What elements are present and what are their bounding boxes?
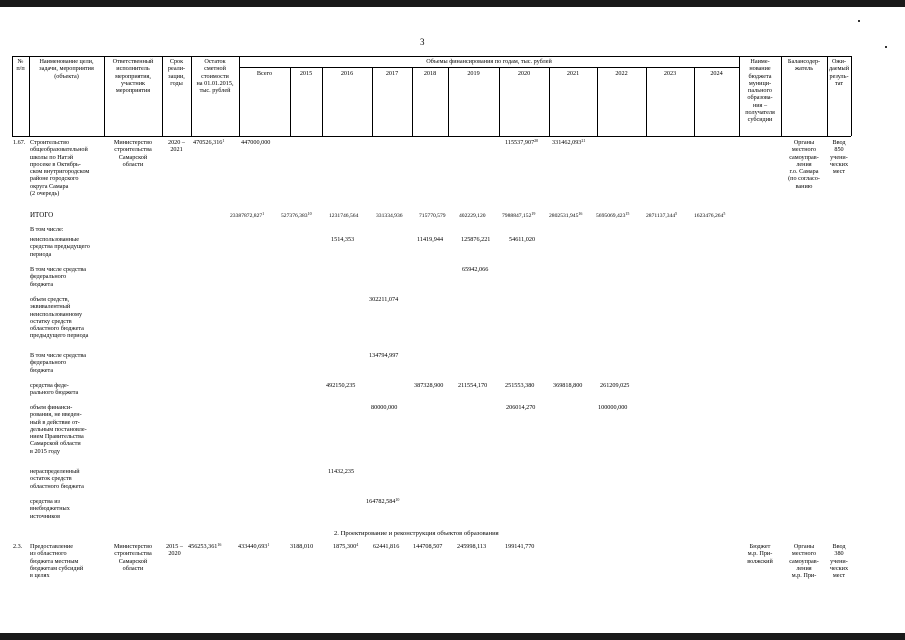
row-number: 2.3. [13, 543, 23, 550]
scan-speck [858, 20, 860, 22]
header-year-2017: 2017 [385, 70, 399, 77]
row-2018: 144708,507 [413, 543, 443, 550]
value-2019: 125876,221 [461, 236, 491, 243]
header-recipient: Наиме- нование бюджета муници- пального образова- ния – получателя субсидии [745, 58, 775, 124]
header-year-2015: 2015 [299, 70, 313, 77]
row-recipient: Бюджет м.р. При- волжский [747, 543, 773, 565]
header-balance: Остаток сметной стоимости на 01.01.2015, тыс. рублей [196, 58, 234, 95]
header-year-2024: 2024 [710, 70, 723, 77]
itogo-2020: 7988847,152$^{19}$ [502, 211, 536, 219]
header-year-total: Всего [256, 70, 273, 77]
row-2017: 62441,816 [373, 543, 400, 550]
row-label: средства из внебюджетных источников [30, 498, 70, 520]
itogo-total: 23387872,827$^1$ [230, 211, 265, 219]
value-2021: 369818,800 [553, 382, 583, 389]
value-2016: 492150,235 [326, 382, 356, 389]
value-2020: 251553,380 [505, 382, 535, 389]
header-expected: Ожи- даемый резуль- тат [828, 58, 850, 87]
row-number: 1.67. [13, 139, 26, 146]
row-2020: 115537,907$^{20}$ [505, 138, 539, 146]
itogo-2022: 5695069,423$^{15}$ [596, 211, 630, 219]
value-2017: 302211,074 [369, 296, 399, 303]
itogo-2016: 1231746,564 [329, 213, 359, 219]
header-year-2023: 2023 [663, 70, 677, 77]
value-2020: 54611,020 [509, 236, 536, 243]
value-2016: 11432,235 [328, 468, 355, 475]
header-year-2020: 2020 [517, 70, 531, 77]
row-total: 447000,000 [241, 139, 271, 146]
bottom-border [0, 633, 905, 640]
row-2015: 3188,010 [290, 543, 314, 550]
itogo-2018: 715770,579 [419, 213, 446, 219]
header-holder: Балансодер- жатель [787, 58, 821, 73]
row-label: нераспределенный остаток средств областного бюджета [30, 468, 84, 490]
header-executor: Ответственный исполнитель мероприятия, участник мероприятия [112, 58, 154, 95]
row-holder: Органы местного самоуправ- ления г.о. Самара (по согласо- ванию [788, 139, 820, 190]
value-2022: 100000,000 [598, 404, 628, 411]
row-expected: Ввод 850 учени- ческих мест [829, 139, 849, 176]
row-2020: 199141,770 [505, 543, 535, 550]
value-2020: 206014,270 [506, 404, 536, 411]
row-label: объем средств, эквивалентный неиспользованному остатку средств областного бюджета предыдущего периода [30, 296, 89, 340]
scan-speck [885, 46, 887, 48]
row-2019: 245998,113 [457, 543, 487, 550]
row-name: Строительство общеобразовательной школы по Натэй просеке в Октябрь- ском внутригородском районе городского округа Самара (2 очередь) [30, 139, 90, 198]
value-2022: 261209,025 [600, 382, 630, 389]
row-label: В том числе средства федерального бюджета [30, 352, 86, 374]
row-executor: Министерство строительства Самарской области [113, 139, 153, 168]
itogo-2017: 331334,936 [376, 213, 403, 219]
row-holder: Органы местного самоуправ- ления м.р. При- [789, 543, 819, 580]
row-term: 2015 – 2020 [165, 543, 183, 558]
header-name: Наименование цели, задачи, мероприятия (объекта) [39, 58, 94, 80]
header-term: Срок реали- зации, годы [167, 58, 186, 87]
value-2019: 65942,066 [462, 266, 489, 273]
itogo-2015: 527376,383$^{10}$ [281, 211, 312, 219]
row-executor: Министерство строительства Самарской области [113, 543, 153, 572]
itogo-2021: 2802531,945$^{16}$ [549, 211, 583, 219]
value-2017: 80000,000 [371, 404, 398, 411]
itogo-label: ИТОГО [30, 211, 54, 219]
header-year-2018: 2018 [423, 70, 437, 77]
row-label: В том числе средства федерального бюджета [30, 266, 86, 288]
itogo-2024: 1623476,264$^5$ [694, 211, 726, 219]
header-year-2022: 2022 [615, 70, 628, 77]
row-balance: 470526,316$^1$ [193, 138, 225, 146]
row-2016: 1875,300$^4$ [333, 542, 359, 550]
row-term: 2020 – 2021 [167, 139, 185, 154]
row-balance: 456253,361$^{16}$ [188, 542, 222, 550]
header-no: № п/п [16, 58, 25, 73]
page-number: 3 [420, 37, 425, 47]
value-2017: 134794,997 [369, 352, 399, 359]
top-border [0, 0, 905, 7]
header-volumes-title: Объемы финансирования по годам, тыс. рублей [426, 58, 552, 65]
header-year-2016: 2016 [340, 70, 354, 77]
header-year-2019: 2019 [467, 70, 480, 77]
row-total: 433440,693$^1$ [238, 542, 270, 550]
row-label: неиспользованные средства предыдущего периода [30, 236, 90, 258]
itogo-2023: 2871137,344$^5$ [646, 211, 678, 219]
value-2018: 11419,944 [417, 236, 444, 243]
row-2021: 331462,093$^{21}$ [552, 138, 586, 146]
itogo-2019: 402229,120 [459, 213, 486, 219]
value-2019: 211554,170 [458, 382, 488, 389]
header-year-2021: 2021 [566, 70, 580, 77]
including-label: В том числе: [30, 226, 64, 233]
row-label: средства феде- рального бюджета [30, 382, 79, 397]
value-2016: 1514,353 [331, 236, 355, 243]
value-2017: 164782,584$^{10}$ [366, 497, 400, 505]
row-expected: Ввод 380 учени- ческих мест [829, 543, 849, 580]
row-label: объем финанси- рования, не введен- ный в действие от- дельным постановле- нием Правительства Самарской области в 2015 году [30, 404, 87, 455]
value-2018: 387328,900 [414, 382, 444, 389]
row-name: Предоставление из областного бюджета местным бюджетам субсидий в целях [30, 543, 84, 580]
section-title: 2. Проектирование и реконструкция объектов образования [334, 530, 499, 537]
